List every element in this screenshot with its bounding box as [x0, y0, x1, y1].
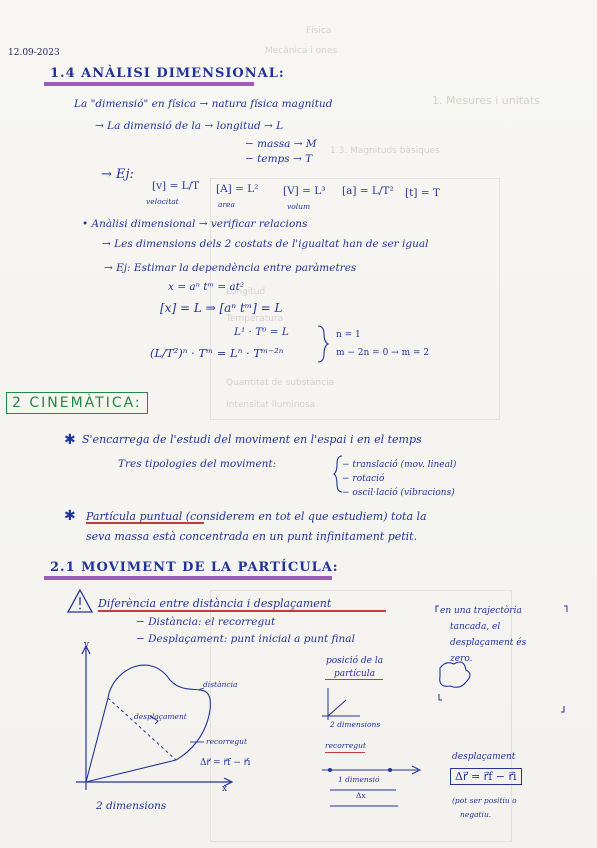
particle-definition: Partícula puntual (considerem en tot el que estudiem) tota la: [86, 510, 427, 523]
estimate-line: → Ej: Estimar la dependència entre paràmetres: [104, 262, 357, 274]
closed-path-note: desplaçament és: [450, 638, 527, 648]
delta-x-label: Δx: [356, 791, 366, 800]
axis-x-label: x: [222, 784, 228, 794]
closed-path-note: tancada, el: [450, 622, 501, 632]
formula-acceleration: [a] = L/T²: [342, 185, 394, 197]
dimension-line: La "dimensió" en física → natura física magnitud: [74, 98, 333, 110]
ghost-text: Longitud: [226, 287, 266, 297]
star-icon: ✱: [64, 508, 76, 524]
section-1-4-title: 1.4 ANÀLISI DIMENSIONAL:: [50, 66, 285, 81]
formula-velocity: [v] = L/T: [152, 180, 200, 192]
ghost-text: Temperatura: [226, 314, 284, 324]
equation-powers: (L/T²)ⁿ · Tᵐ = Lⁿ · Tᵐ⁻²ⁿ: [150, 346, 284, 360]
dimension-length: → La dimensió de la → longitud → L: [95, 120, 284, 132]
underline: [325, 752, 365, 753]
ghost-text: 1.3. Magnituds bàsiques: [330, 146, 440, 156]
graph-path-label: recorregut: [206, 737, 247, 746]
dimension-mass: − massa → M: [245, 138, 317, 150]
section-2-1-title: 2.1 MOVIMENT DE LA PARTÍCULA:: [50, 560, 339, 575]
solution-n: n = 1: [336, 330, 361, 340]
star-icon: ✱: [64, 432, 76, 448]
sign-note: negatiu.: [460, 810, 492, 819]
typology-translation: − translació (mov. lineal): [342, 460, 457, 470]
formula-area: [A] = L²: [216, 183, 259, 195]
warning-title: Diferència entre distància i desplaçament: [98, 597, 332, 610]
graph-displacement-label: desplaçament: [134, 712, 187, 721]
displacement-heading: desplaçament: [452, 752, 516, 762]
example-label: → Ej:: [101, 167, 134, 182]
displacement-bullet: − Desplaçament: punt inicial a punt final: [136, 633, 355, 645]
formula-time: [t] = T: [405, 187, 440, 199]
equation-lt: L¹ · T⁰ = L: [234, 326, 289, 338]
date: 12.09-2023: [8, 48, 60, 58]
graph-vector-equation: Δr⃗ = r⃗f − r⃗i: [200, 758, 251, 768]
equation-x: x = aⁿ tᵐ = at²: [168, 281, 245, 293]
formula-volume: [V] = L³: [283, 185, 326, 197]
sign-note: (pot ser positiu o: [452, 796, 517, 805]
position-label: partícula: [334, 669, 376, 679]
closed-path-note: en una trajectòria: [440, 606, 522, 616]
axis-y-label: y: [84, 640, 90, 650]
label-area: area: [218, 200, 235, 209]
ghost-text: Intensitat lluminosa: [226, 400, 316, 410]
graph-caption: 2 dimensions: [96, 800, 167, 812]
typology-oscillation: − oscil·lació (vibracions): [342, 488, 455, 498]
dimension-time: − temps → T: [245, 153, 313, 165]
one-dimension-label: 1 dimensió: [338, 775, 380, 784]
section-2-title: 2 CINEMÀTICA:: [6, 392, 148, 414]
label-velocitat: velocitat: [146, 197, 179, 206]
ghost-text: Quantitat de substància: [226, 378, 335, 388]
typologies-label: Tres tipologies del moviment:: [118, 458, 277, 470]
particle-definition-cont: seva massa està concentrada en un punt infinitament petit.: [86, 530, 418, 543]
solution-m: m − 2n = 0 → m = 2: [336, 348, 430, 358]
position-label: posició de la: [326, 656, 384, 666]
label-volum: volum: [287, 202, 311, 211]
graph-distance-label: distància: [203, 680, 238, 689]
distance-bullet: − Distància: el recorregut: [136, 616, 276, 628]
cinematica-definition: S'encarrega de l'estudi del moviment en l'espai i en el temps: [82, 433, 422, 446]
closed-path-note: zero.: [450, 654, 473, 664]
analysis-line: • Anàlisi dimensional → verificar relacions: [82, 218, 308, 230]
two-dimensions-label: 2 dimensions: [330, 720, 381, 729]
ghost-text: Mecànica i ones: [265, 46, 338, 56]
ghost-text: 1. Mesures i unitats: [432, 94, 540, 107]
typology-rotation: − rotació: [342, 474, 385, 484]
displacement-equation: Δr⃗ = r⃗f − r⃗i: [450, 768, 522, 785]
dimensions-rule: → Les dimensions dels 2 costats de l'igualtat han de ser igual: [102, 238, 429, 250]
ghost-text: Física: [306, 26, 332, 36]
path-label: recorregut: [325, 741, 366, 750]
equation-dim: [x] = L ⇒ [aⁿ tᵐ] = L: [160, 301, 283, 315]
